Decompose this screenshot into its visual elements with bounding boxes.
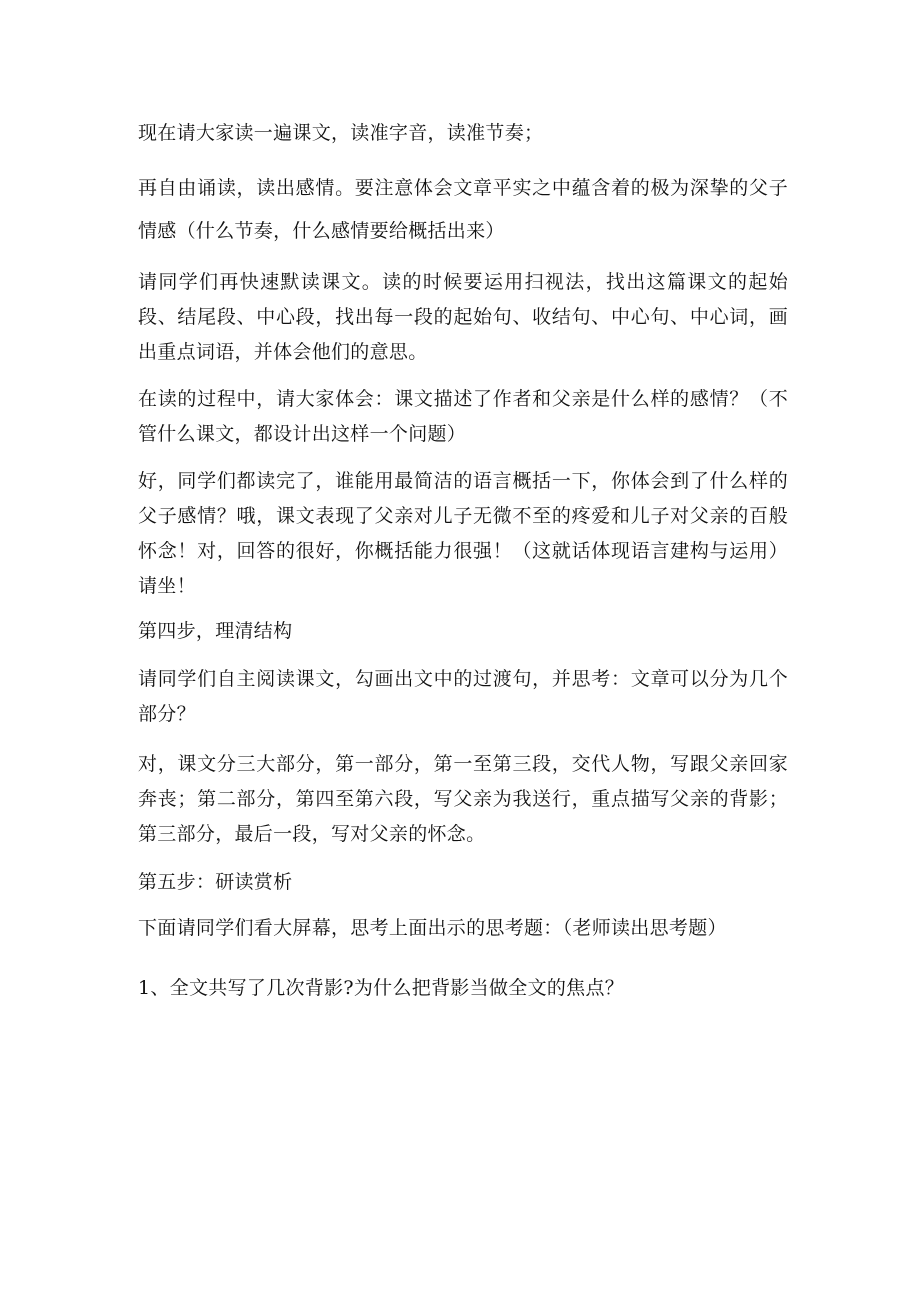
section-heading: 第四步，理清结构 xyxy=(138,620,293,642)
paragraph: 请同学们再快速默读课文。读的时候要运用扫视法，找出这篇课文的起始段、结尾段、中心段，找出每一段的起始句、收结句、中心句、中心词，画出重点词语，并体会他们的意思。 xyxy=(138,271,788,363)
question-item: 1、全文共写了几次背影?为什么把背影当做全文的焦点？ xyxy=(138,977,625,999)
paragraph: 请同学们自主阅读课文，勾画出文中的过渡句，并思考：文章可以分为几个部分？ xyxy=(138,668,788,725)
paragraph: 对，课文分三大部分，第一部分，第一至第三段，交代人物，写跟父亲回家奔丧；第二部分，第四至第六段，写父亲为我送行，重点描写父亲的背影；第三部分，最后一段，写对父亲的怀念。 xyxy=(138,753,788,845)
paragraph: 好，同学们都读完了，谁能用最简洁的语言概括一下，你体会到了什么样的父子感情？哦，课文表现了父亲对儿子无微不至的疼爱和儿子对父亲的百般怀念！对，回答的很好，你概括能力很强！（这就话体现语言建构与运用）请坐！ xyxy=(138,470,788,597)
paragraph: 现在请大家读一遍课文，读准字音，读准节奏； xyxy=(138,122,544,144)
paragraph: 下面请同学们看大屏幕，思考上面出示的思考题：（老师读出思考题） xyxy=(138,917,727,939)
section-heading: 第五步：研读赏析 xyxy=(138,871,293,893)
paragraph: 在读的过程中，请大家体会：课文描述了作者和父亲是什么样的感情？（不管什么课文，都设计出这样一个问题） xyxy=(138,388,788,445)
paragraph: 再自由诵读，读出感情。要注意体会文章平实之中蕴含着的极为深挚的父子情感（什么节奏，什么感情要给概括出来） xyxy=(138,177,788,242)
document-body xyxy=(138,112,788,1004)
